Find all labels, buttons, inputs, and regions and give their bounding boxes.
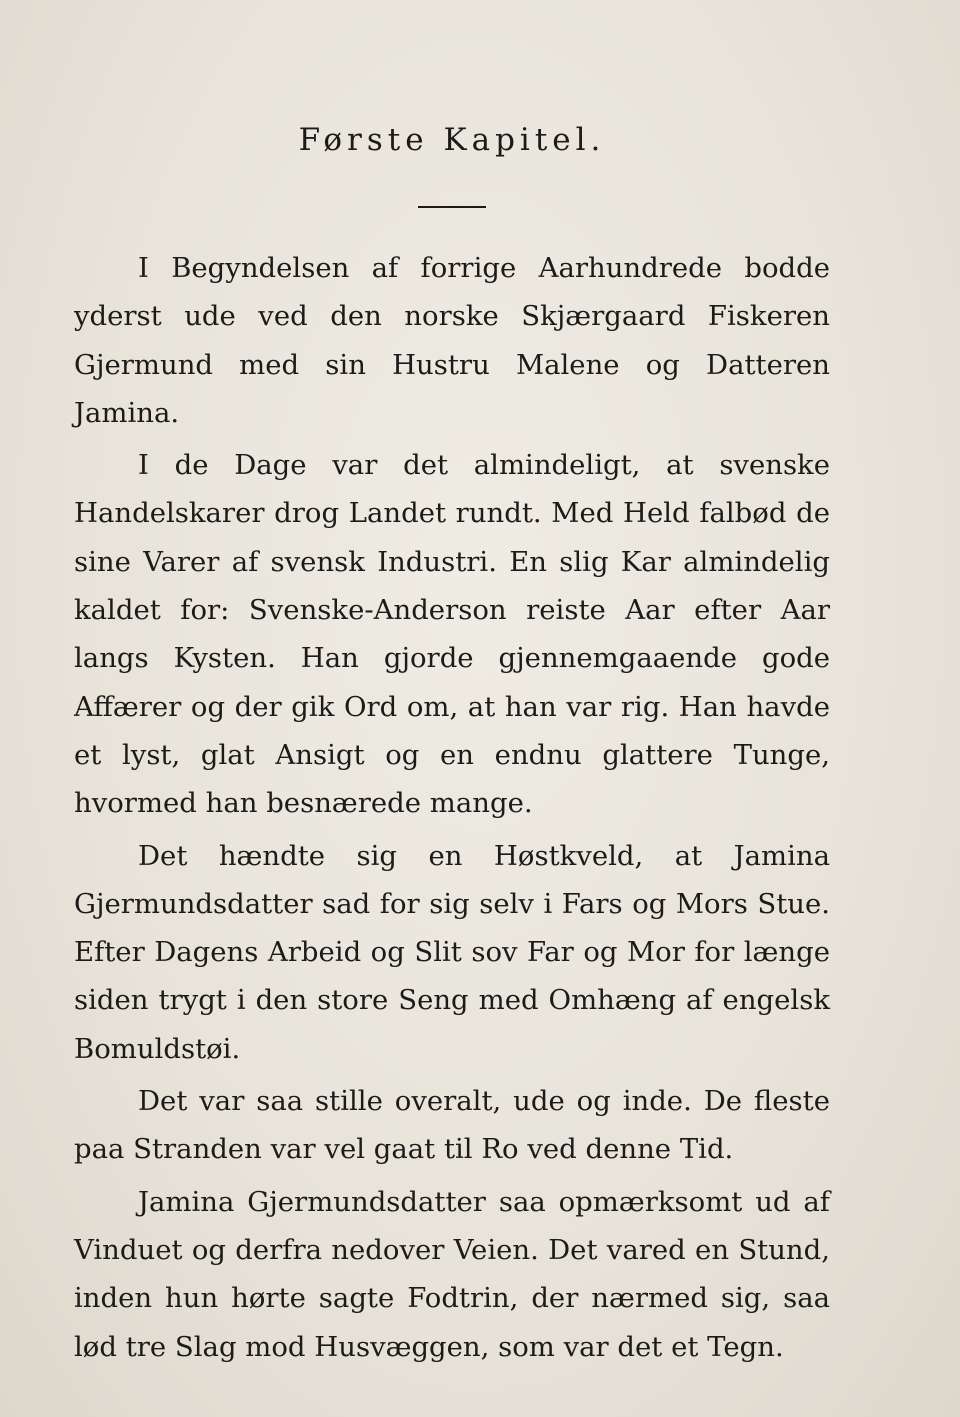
title-divider [418, 206, 486, 208]
paragraph-2: I de Dage var det almindeligt, at svenske Handelskarer drog Landet rundt. Med Held falbød de sine Varer af svensk Industri. En slig Kar almindelig kaldet for: Svenske-Anderson reiste Aar efter Aar langs Kysten. Han gjorde gjennemgaaende gode Affærer og der gik Ord om, at han var rig. Han havde et lyst, glat Ansigt og en endnu glattere Tunge, hvormed han besnærede mange. [74, 449, 830, 820]
paragraph-1: I Begyndelsen af forrige Aarhundrede bodde yderst ude ved den norske Skjærgaard Fiskeren Gjermund med sin Hustru Malene og Datteren Jamina. [74, 252, 830, 429]
paragraph-4: Det var saa stille overalt, ude og inde. De fleste paa Stranden var vel gaat til Ro ved denne Tid. [74, 1085, 830, 1166]
paragraph-5: Jamina Gjermundsdatter saa opmærksomt ud af Vinduet og derfra nedover Veien. Det vared en Stund, inden hun hørte sagte Fodtrin, der nærmed sig, saa lød tre Slag mod Husvæggen, som var det et Tegn. [74, 1185, 830, 1363]
chapter-title: Første Kapitel. [298, 122, 606, 158]
paragraph-3: Det hændte sig en Høstkveld, at Jamina Gjermundsdatter sad for sig selv i Fars og Mors Stue. Efter Dagens Arbeid og Slit sov Far og Mor for længe siden trygt i den store Seng med Omhæng af engelsk Bomuldstøi. [74, 839, 830, 1065]
body-text [74, 244, 830, 1371]
page-text [74, 110, 830, 1375]
